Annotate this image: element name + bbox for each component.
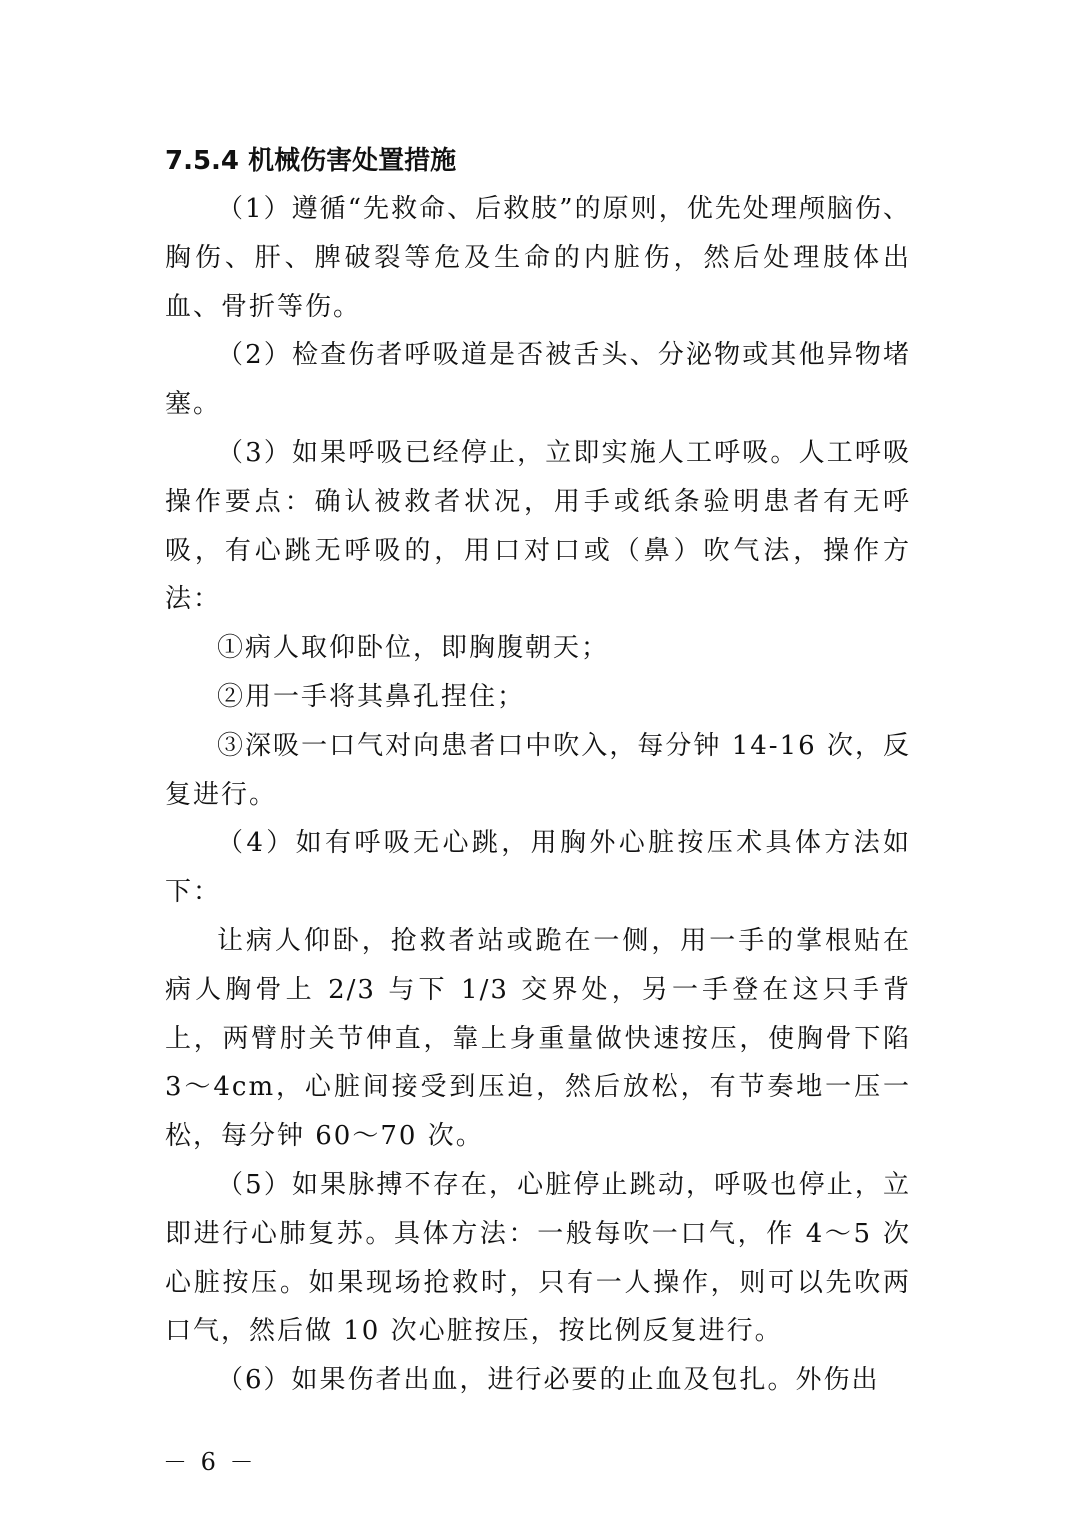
page-content [165,137,911,1405]
paragraph-6: （6）如果伤者出血，进行必要的止血及包扎。外伤出 [217,1365,880,1396]
list-item-3: ③深吸一口气对向患者口中吹入，每分钟 14-16 次，反复进行。 [165,730,911,810]
list-item-2: ②用一手将其鼻孔捏住； [217,681,526,712]
section-heading: 7.5.4 机械伤害处置措施 [165,146,457,176]
paragraph-5: （5）如果脉搏不存在，心脏停止跳动，呼吸也停止，立即进行心肺复苏。具体方法：一般每吹一口气，作 4～5 次心脏按压。如果现场抢救时，只有一人操作，则可以先吹两口气，然后做 10 次心脏按压，按比例反复进行。 [165,1169,911,1347]
paragraph-4: （4）如有呼吸无心跳，用胸外心脏按压术具体方法如下： [165,828,911,908]
paragraph-3: （3）如果呼吸已经停止，立即实施人工呼吸。人工呼吸操作要点：确认被救者状况，用手或纸条验明患者有无呼吸，有心跳无呼吸的，用口对口或（鼻）吹气法，操作方法： [165,437,911,615]
paragraph-compression-method: 让病人仰卧，抢救者站或跪在一侧，用一手的掌根贴在病人胸骨上 2/3 与下 1/3 交界处，另一手登在这只手背上，两臂肘关节伸直，靠上身重量做快速按压，使胸骨下陷 3～4cm，心脏间接受到压迫，然后放松，有节奏地一压一松，每分钟 60～70 次。 [165,925,911,1152]
page-number: － 6 － [163,1448,257,1476]
paragraph-1: （1）遵循“先救命、后救肢”的原则，优先处理颅脑伤、胸伤、肝、脾破裂等危及生命的内脏伤，然后处理肢体出血、骨折等伤。 [165,194,911,322]
paragraph-2: （2）检查伤者呼吸道是否被舌头、分泌物或其他异物堵塞。 [165,340,911,420]
list-item-1: ①病人取仰卧位，即胸腹朝天； [217,633,610,664]
